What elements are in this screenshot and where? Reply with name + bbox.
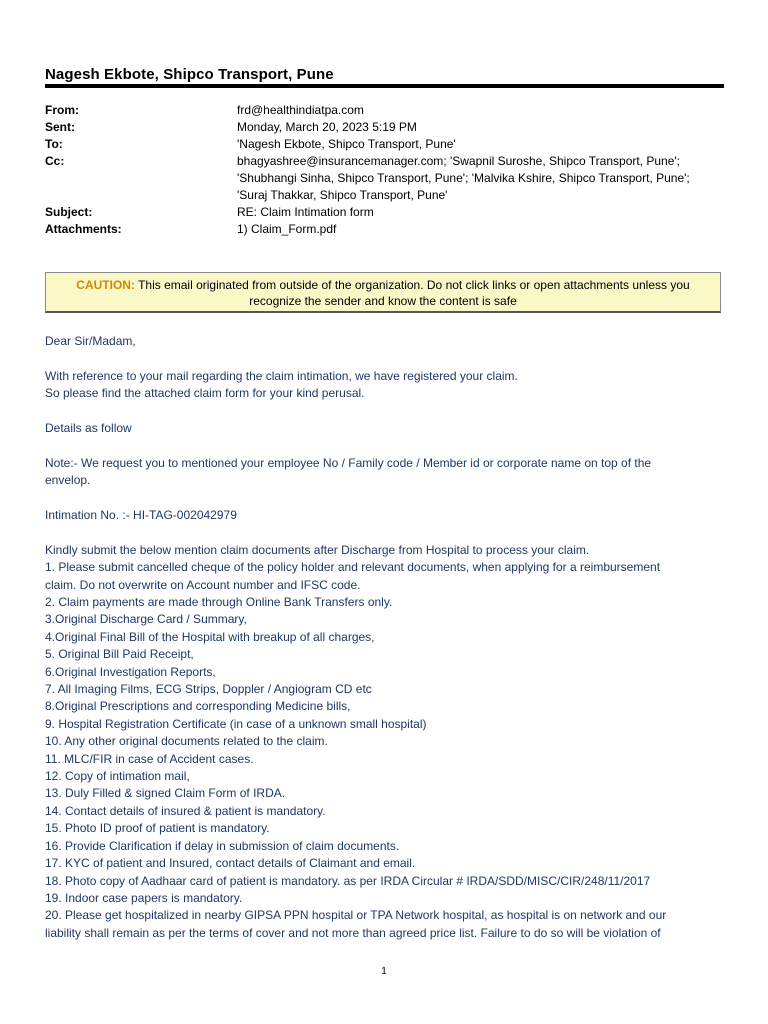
intimation-number: Intimation No. :- HI-TAG-002042979 xyxy=(45,508,237,522)
list-item: 3.Original Discharge Card / Summary, xyxy=(45,612,247,627)
sent-label: Sent: xyxy=(45,120,75,134)
cc-value[interactable] xyxy=(237,153,725,204)
note-line: envelop. xyxy=(45,473,91,488)
body-line: With reference to your mail regarding the claim intimation, we have registered your claim. xyxy=(45,368,518,383)
from-row xyxy=(45,102,725,119)
list-item: 1. Please submit cancelled cheque of the policy holder and relevant documents, when applying for a reimbursement xyxy=(45,560,661,575)
subject-row xyxy=(45,204,725,221)
cc-label: Cc: xyxy=(45,154,65,168)
list-item: 16. Provide Clarification if delay in submission of claim documents. xyxy=(45,838,400,853)
details-heading: Details as follow xyxy=(45,421,132,435)
list-item: 17. KYC of patient and Insured, contact details of Claimant and email. xyxy=(45,856,416,871)
list-item: 7. All Imaging Films, ECG Strips, Doppler / Angiogram CD etc xyxy=(45,682,372,697)
list-item: 10. Any other original documents related to the claim. xyxy=(45,734,328,749)
email-header xyxy=(45,102,725,238)
email-body xyxy=(45,333,725,942)
caution-line-2: recognize the sender and know the content is safe xyxy=(249,294,517,308)
sent-row xyxy=(45,119,725,136)
list-item: 11. MLC/FIR in case of Accident cases. xyxy=(45,751,254,766)
list-item: 8.Original Prescriptions and corresponding Medicine bills, xyxy=(45,699,351,714)
email-title: Nagesh Ekbote, Shipco Transport, Pune xyxy=(45,66,334,83)
to-label: To: xyxy=(45,137,63,151)
to-value[interactable]: 'Nagesh Ekbote, Shipco Transport, Pune' xyxy=(237,137,456,151)
caution-label: CAUTION: xyxy=(76,278,135,292)
list-item: 5. Original Bill Paid Receipt, xyxy=(45,647,194,662)
list-item: 2. Claim payments are made through Online Bank Transfers only. xyxy=(45,595,393,610)
list-item: 20. Please get hospitalized in nearby GIPSA PPN hospital or TPA Network hospital, as hospital is on network and our xyxy=(45,908,667,923)
sent-value: Monday, March 20, 2023 5:19 PM xyxy=(237,120,417,134)
list-item: 15. Photo ID proof of patient is mandatory. xyxy=(45,821,270,836)
list-item: 9. Hospital Registration Certificate (in case of a unknown small hospital) xyxy=(45,716,427,731)
list-item: 6.Original Investigation Reports, xyxy=(45,664,216,679)
from-label: From: xyxy=(45,103,79,117)
list-item: 13. Duly Filled & signed Claim Form of IRDA. xyxy=(45,786,286,801)
caution-line-1 xyxy=(46,277,720,293)
list-item: claim. Do not overwrite on Account number and IFSC code. xyxy=(45,577,361,592)
cc-row xyxy=(45,153,725,204)
cc-line: bhagyashree@insurancemanager.com; 'Swapnil Suroshe, Shipco Transport, Pune'; xyxy=(237,154,681,168)
list-item: 12. Copy of intimation mail, xyxy=(45,769,190,784)
title-divider xyxy=(45,84,724,88)
to-row xyxy=(45,136,725,153)
caution-text: This email originated from outside of the organization. Do not click links or open attachments unless you xyxy=(134,278,690,292)
body-line: So please find the attached claim form for your kind perusal. xyxy=(45,386,365,401)
greeting: Dear Sir/Madam, xyxy=(45,334,136,348)
list-item: 18. Photo copy of Aadhaar card of patient is mandatory. as per IRDA Circular # IRDA/SDD/MISC/CIR/248/11/2017 xyxy=(45,873,651,888)
subject-label: Subject: xyxy=(45,205,93,219)
list-item: 19. Indoor case papers is mandatory. xyxy=(45,890,243,905)
attachments-row xyxy=(45,221,725,238)
caution-banner xyxy=(45,272,721,313)
list-item: liability shall remain as per the terms of cover and not more than agreed price list. Failure to do so will be violation of xyxy=(45,925,661,940)
page-number: 1 xyxy=(381,966,387,977)
list-item: 4.Original Final Bill of the Hospital with breakup of all charges, xyxy=(45,629,375,644)
attachment-link[interactable]: 1) Claim_Form.pdf xyxy=(237,222,337,236)
subject-value: RE: Claim Intimation form xyxy=(237,205,374,219)
note-line: Note:- We request you to mentioned your employee No / Family code / Member id or corporate name on top of the xyxy=(45,455,652,470)
from-value[interactable]: frd@healthindiatpa.com xyxy=(237,103,364,117)
documents-intro: Kindly submit the below mention claim documents after Discharge from Hospital to process your claim. xyxy=(45,542,590,557)
cc-line: 'Suraj Thakkar, Shipco Transport, Pune' xyxy=(237,188,448,202)
cc-line: 'Shubhangi Sinha, Shipco Transport, Pune'; 'Malvika Kshire, Shipco Transport, Pune'; xyxy=(237,171,690,185)
list-item: 14. Contact details of insured & patient is mandatory. xyxy=(45,803,326,818)
attachments-label: Attachments: xyxy=(45,222,122,236)
